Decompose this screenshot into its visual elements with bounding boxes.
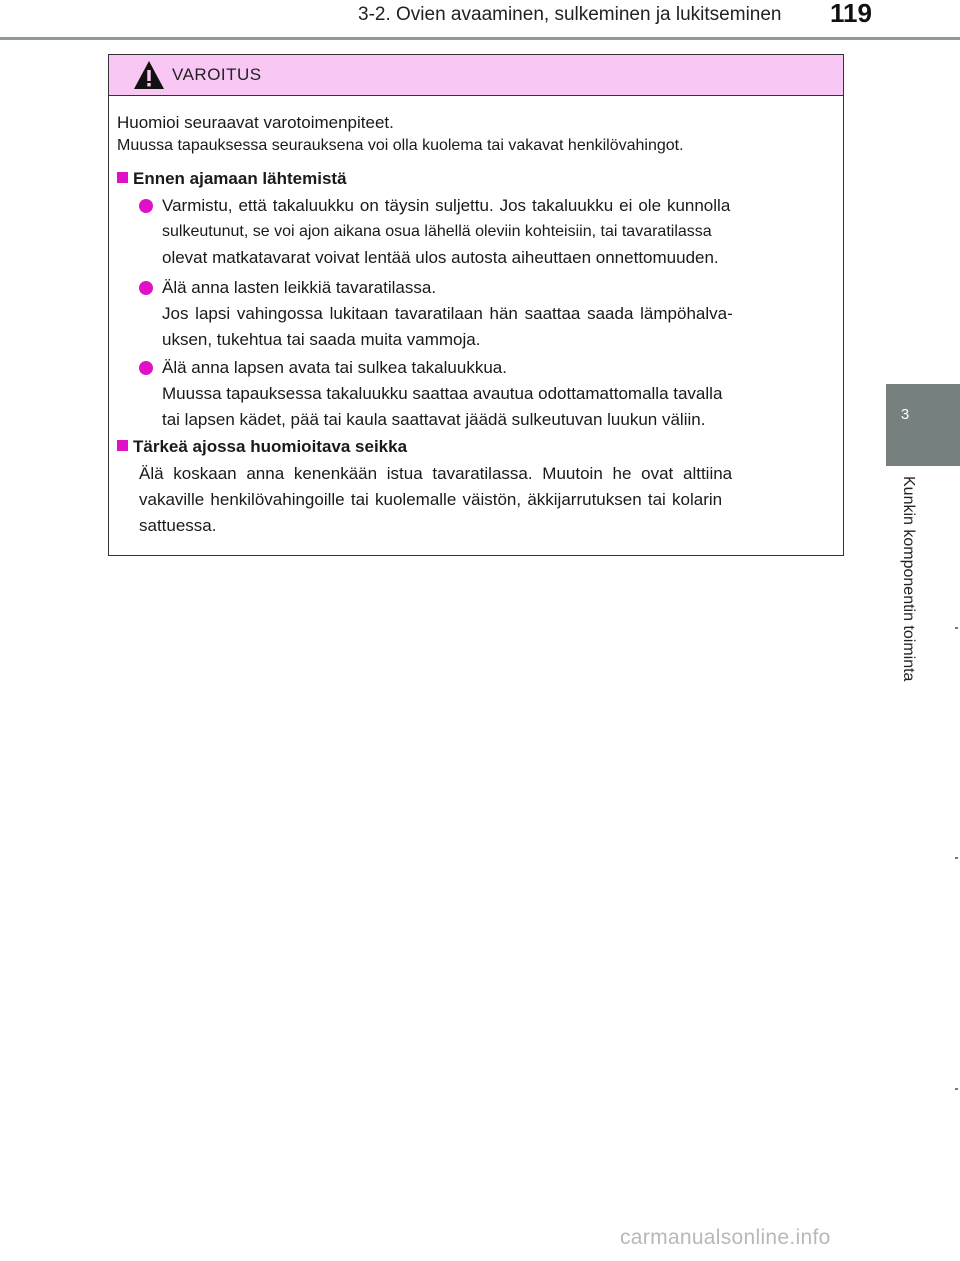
list-item-line: sulkeutunut, se voi ajon aikana osua lähellä oleviin kohteisiin, tai tavaratilassa [162, 223, 712, 240]
section-paragraph [139, 461, 839, 539]
list-item-line: Älä anna lasten leikkiä tavaratilassa. [162, 278, 437, 297]
header-rule [0, 37, 960, 40]
list-item-line: Muussa tapauksessa takaluukku saattaa avautua odottamattomalla tavalla [162, 384, 723, 403]
watermark: carmanualsonline.info [620, 1226, 831, 1249]
section-title: Tärkeä ajossa huomioitava seikka [133, 437, 408, 456]
list-item-line: olevat matkatavarat voivat lentää ulos autosta aiheuttaen onnettomuuden. [162, 248, 719, 267]
paragraph-line: vakaville henkilövahingoille tai kuolemalle väistön, äkkijarrutuksen tai kolarin [139, 490, 723, 509]
round-bullet-icon [139, 199, 153, 213]
list-item [139, 275, 839, 353]
list-item-line: Jos lapsi vahingossa lukitaan tavaratilaan hän saattaa saada lämpöhalva- [162, 304, 733, 323]
margin-tick [955, 1088, 958, 1090]
margin-tick [955, 857, 958, 859]
section-heading [117, 437, 407, 457]
square-bullet-icon [117, 172, 128, 183]
list-item [139, 193, 839, 271]
margin-tick [955, 627, 958, 629]
intro-text: Huomioi seuraavat varotoimenpiteet. [117, 113, 394, 132]
list-item-line: uksen, tukehtua tai saada muita vammoja. [162, 330, 481, 349]
page-header-title: 3-2. Ovien avaaminen, sulkeminen ja lukitseminen [358, 4, 782, 25]
warning-triangle-icon [132, 59, 166, 91]
chapter-label-text: Kunkin komponentin toiminta [900, 476, 917, 682]
warning-box [108, 54, 844, 556]
list-item-line: Varmistu, että takaluukku on täysin suljettu. Jos takaluukku ei ole kunnolla [162, 196, 731, 215]
warning-header [109, 55, 843, 96]
page-number: 119 [830, 0, 872, 28]
chapter-label [895, 476, 923, 736]
section-title: Ennen ajamaan lähtemistä [133, 169, 347, 188]
warning-label: VAROITUS [172, 65, 262, 84]
paragraph-line: Älä koskaan anna kenenkään istua tavaratilassa. Muutoin he ovat alttiina [139, 464, 733, 483]
list-item-line: tai lapsen kädet, pää tai kaula saattavat jäädä sulkeutuvan luukun väliin. [162, 410, 706, 429]
list-item [139, 355, 839, 433]
chapter-number: 3 [900, 406, 910, 423]
round-bullet-icon [139, 361, 153, 375]
paragraph-line: sattuessa. [139, 516, 217, 535]
chapter-tab [886, 384, 960, 466]
list-item-line: Älä anna lapsen avata tai sulkea takaluukkua. [162, 358, 507, 377]
section-heading [117, 169, 347, 189]
round-bullet-icon [139, 281, 153, 295]
intro-consequence-text: Muussa tapauksessa seurauksena voi olla kuolema tai vakavat henkilövahingot. [117, 137, 684, 154]
square-bullet-icon [117, 440, 128, 451]
